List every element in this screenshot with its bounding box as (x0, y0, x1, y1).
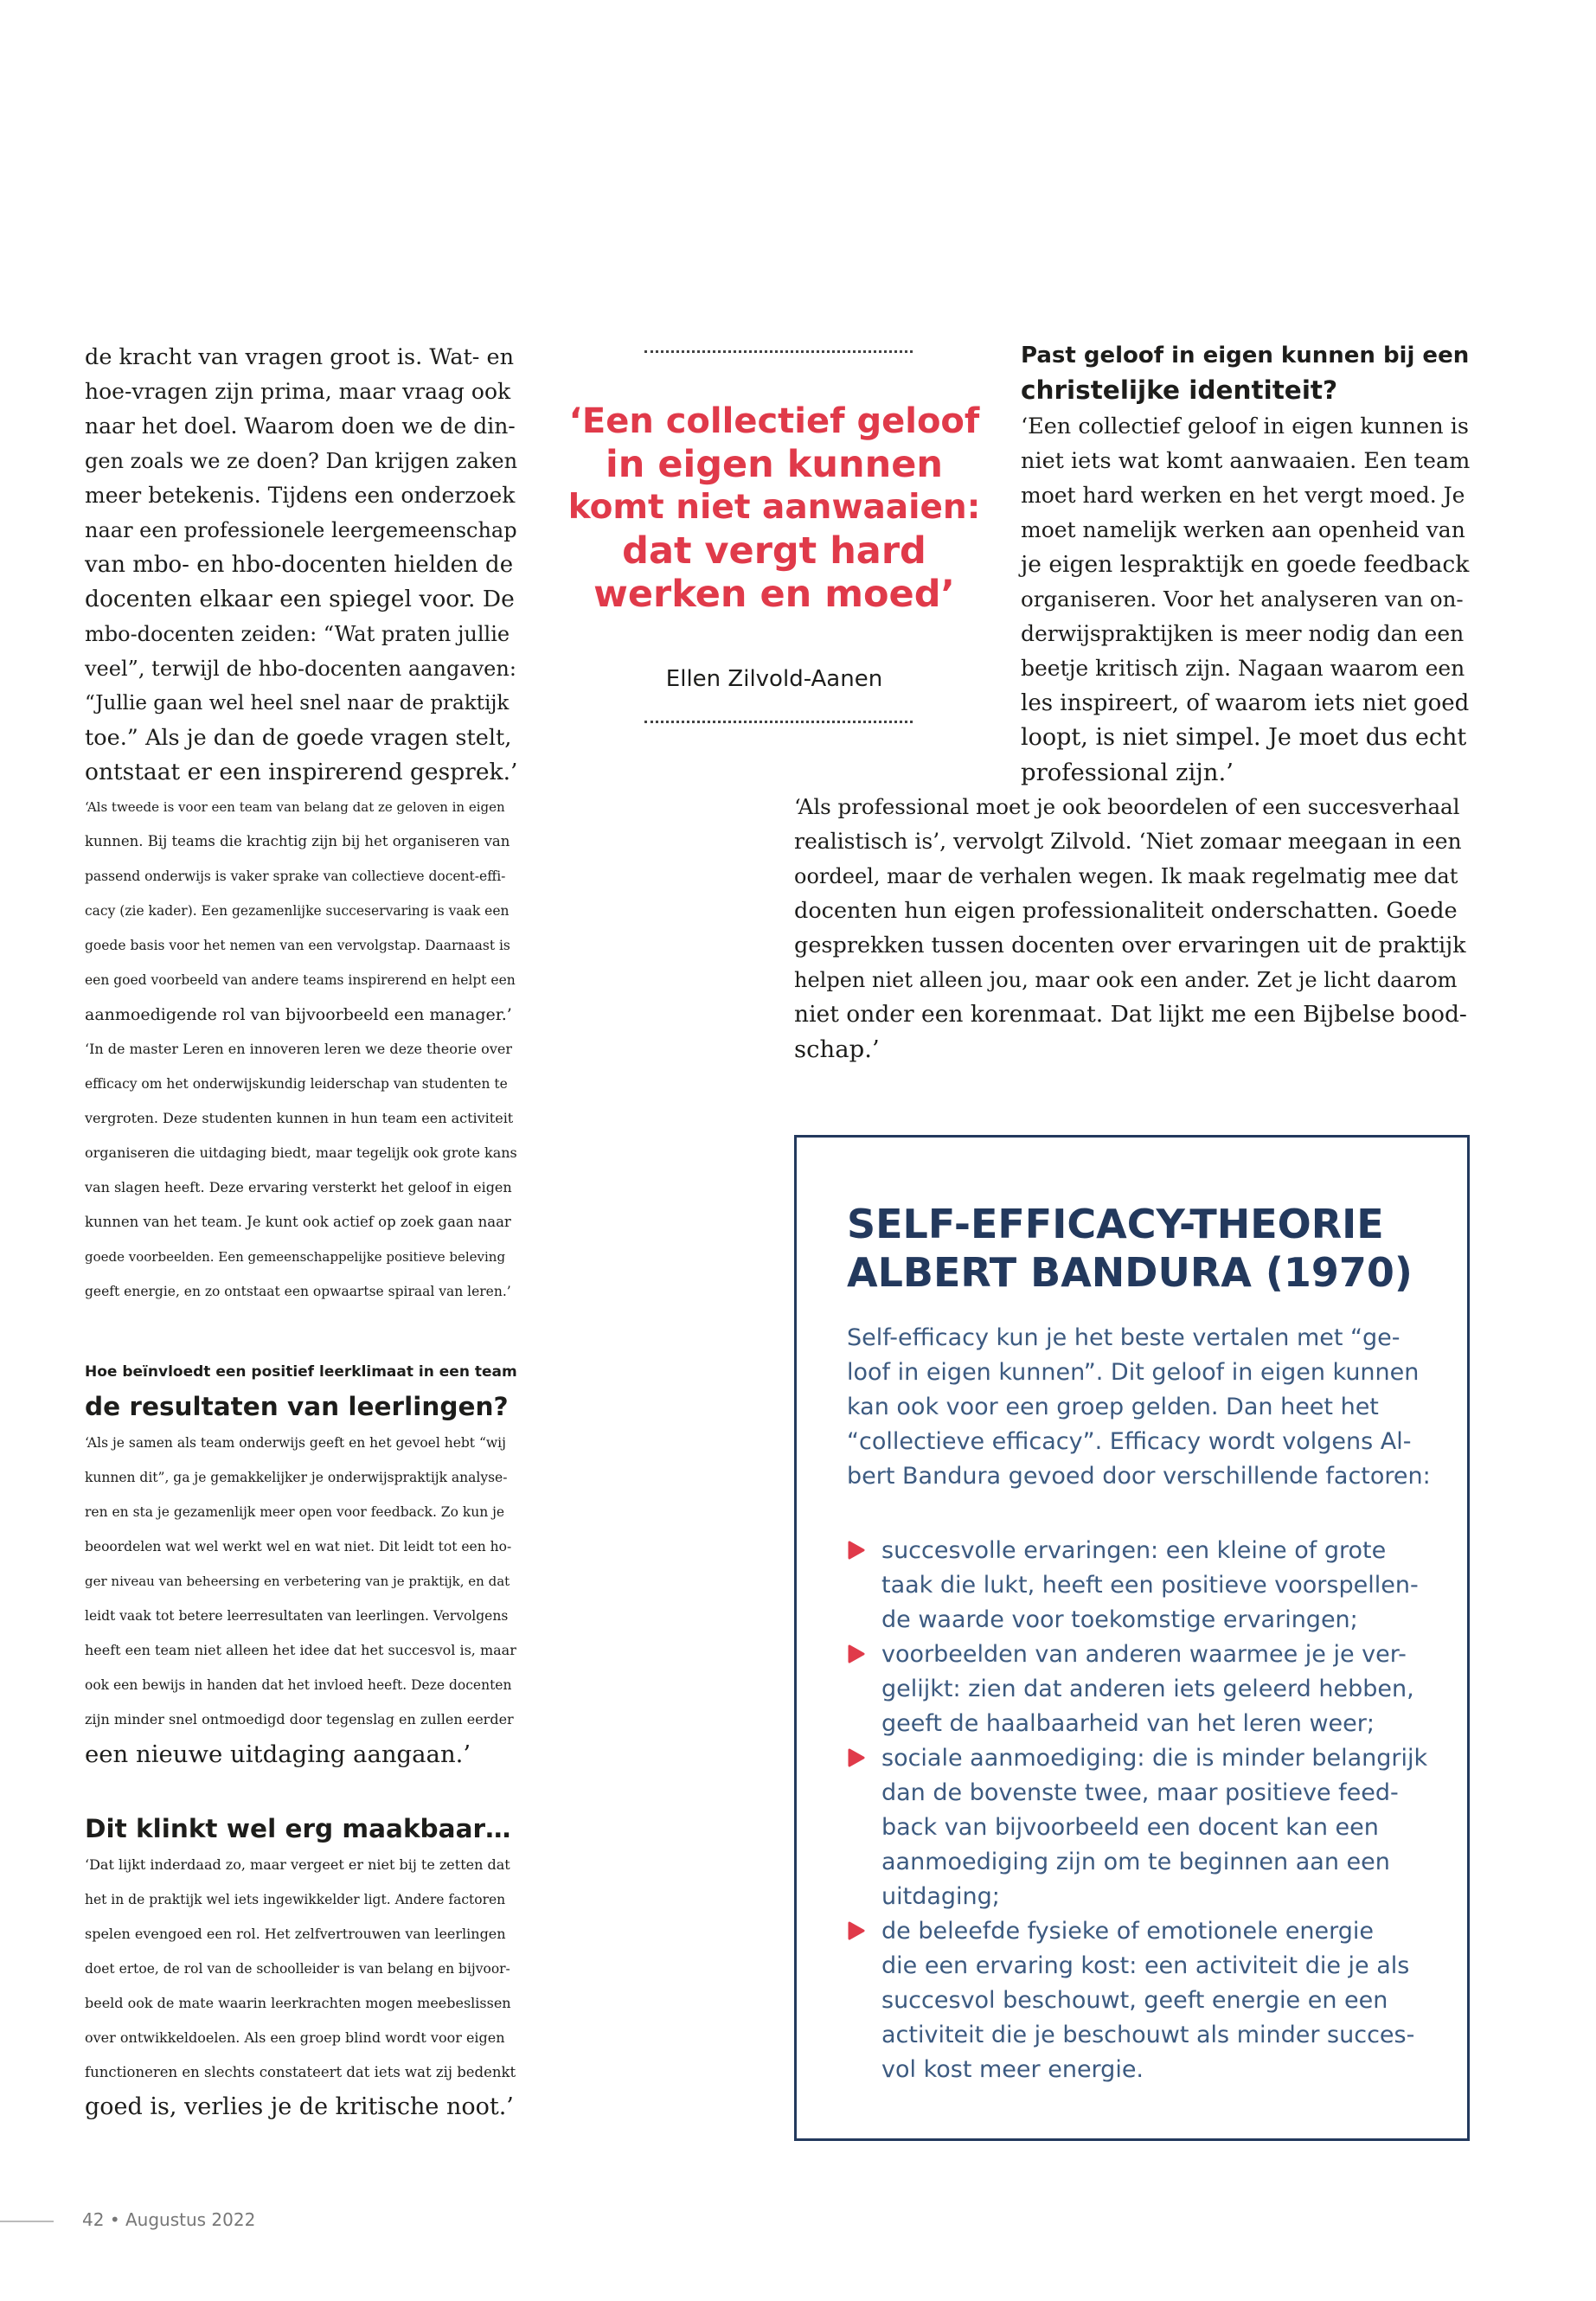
text-line: oordeel, maar de verhalen wegen. Ik maak regelmatig mee dat (794, 864, 1458, 888)
text-line: beeld ook de mate waarin leerkrachten mogen meebeslissen (85, 1995, 511, 2011)
text-line: mbo-docenten zeiden: “Wat praten jullie (85, 622, 510, 646)
text-line: over ontwikkeldoelen. Als een groep blind wordt voor eigen (85, 2029, 505, 2046)
kader-item-line: de beleefde fysieke of emotionele energie (881, 1918, 1374, 1945)
kader-item-line: aanmoediging zijn om te beginnen aan een (881, 1849, 1390, 1875)
text-line: toe.” Als je dan de goede vragen stelt, (85, 725, 512, 751)
pull-quote-line: werken en moed’ (593, 573, 955, 616)
text-line: loopt, is niet simpel. Je moet dus echt (1021, 724, 1467, 751)
text-line: ‘Als je samen als team onderwijs geeft en het gevoel hebt “wij (85, 1435, 506, 1451)
text-line: spelen evengoed een rol. Het zelfvertrouwen van leerlingen (85, 1926, 506, 1942)
text-line: kunnen dit”, ga je gemakkelijker je onderwijspraktijk analyse- (85, 1470, 508, 1485)
text-line: moet namelijk werken aan openheid van (1021, 517, 1465, 542)
text-line: functioneren en slechts constateert dat iets wat zij bedenkt (85, 2064, 516, 2080)
text-line: goede voorbeelden. Een gemeenschappelijke positieve beleving (85, 1249, 506, 1265)
text-line: een nieuwe uitdaging aangaan.’ (85, 1740, 471, 1768)
text-line: realistisch is’, vervolgt Zilvold. ‘Niet zomaar meegaan in een (794, 829, 1462, 854)
text-line: veel”, terwijl de hbo-docenten aangaven: (85, 657, 516, 681)
text-line: meer betekenis. Tijdens een onderzoek (85, 483, 516, 508)
text-line: het in de praktijk wel iets ingewikkelder ligt. Andere factoren (85, 1892, 506, 1907)
kader-item-line: die een ervaring kost: een activiteit die je als (881, 1952, 1410, 1979)
section-heading: Hoe beïnvloedt een positief leerklimaat in een team (85, 1363, 517, 1381)
text-line: niet onder een korenmaat. Dat lijkt me een Bijbelse bood- (794, 1001, 1467, 1028)
text-line: derwijspraktijken is meer nodig dan een (1021, 621, 1465, 646)
text-line: les inspireert, of waarom iets niet goed (1021, 690, 1470, 716)
kader-item-line: de waarde voor toekomstige ervaringen; (881, 1606, 1358, 1633)
text-line: leidt vaak tot betere leerresultaten van leerlingen. Vervolgens (85, 1608, 509, 1624)
bullet-icon (847, 1921, 866, 1940)
text-line: beoordelen wat wel werkt wel en wat niet. Dit leidt tot een ho- (85, 1539, 512, 1554)
pull-quote (567, 400, 982, 616)
text-line: docenten hun eigen professionaliteit onderschatten. Goede (794, 898, 1458, 924)
text-line: geeft energie, en zo ontstaat een opwaartse spiraal van leren.’ (85, 1284, 511, 1299)
text-line: zijn minder snel ontmoedigd door tegenslag en zullen eerder (85, 1711, 514, 1727)
text-line: ‘Als professional moet je ook beoordelen of een succesverhaal (794, 794, 1460, 819)
text-line: van slagen heeft. Deze ervaring versterkt het geloof in eigen (85, 1179, 512, 1195)
text-line: heeft een team niet alleen het idee dat het succesvol is, maar (85, 1642, 516, 1658)
kader-item-line: back van bijvoorbeeld een docent kan een (881, 1814, 1379, 1841)
quote-divider-bottom (644, 721, 913, 723)
text-line: moet hard werken en het vergt moed. Je (1021, 483, 1465, 508)
text-line: ‘Als tweede is voor een team van belang dat ze geloven in eigen (85, 799, 505, 815)
text-line: een goed voorbeeld van andere teams inspirerend en helpt een (85, 972, 516, 988)
text-line: hoe-vragen zijn prima, maar vraag ook (85, 379, 511, 404)
text-line: naar het doel. Waarom doen we de din- (85, 413, 516, 439)
text-line: organiseren die uitdaging biedt, maar tegelijk ook grote kans (85, 1144, 517, 1161)
kader-item-line: uitdaging; (881, 1883, 1000, 1910)
kader-intro-line: bert Bandura gevoed door verschillende factoren: (847, 1463, 1431, 1490)
text-line: goed is, verlies je de kritische noot.’ (85, 2093, 514, 2120)
text-line: vergroten. Deze studenten kunnen in hun team een activiteit (85, 1110, 514, 1126)
kader-intro-line: Self-efficacy kun je het beste vertalen met “ge- (847, 1324, 1401, 1351)
quote-divider-top (644, 350, 913, 353)
text-line: kunnen van het team. Je kunt ook actief op zoek gaan naar (85, 1214, 511, 1230)
text-line: cacy (zie kader). Een gezamenlijke succeservaring is vaak een (85, 903, 510, 919)
kader-item-line: vol kost meer energie. (881, 2056, 1144, 2083)
text-line: ‘Dat lijkt inderdaad zo, maar vergeet er niet bij te zetten dat (85, 1856, 510, 1873)
text-line: ren en sta je gezamenlijk meer open voor feedback. Zo kun je (85, 1504, 505, 1520)
kader-box (794, 1135, 1470, 2141)
text-line: doet ertoe, de rol van de schoolleider is van belang en bijvoor- (85, 1961, 510, 1977)
kader-item-line: geeft de haalbaarheid van het leren weer; (881, 1710, 1375, 1737)
text-line: van mbo- en hbo-docenten hielden de (85, 552, 514, 578)
bullet-icon (847, 1748, 866, 1767)
kader-item-line: taak die lukt, heeft een positieve voorspellen- (881, 1572, 1419, 1599)
kader-item-line: dan de bovenste twee, maar positieve feed- (881, 1779, 1399, 1806)
section-heading: Dit klinkt wel erg maakbaar… (85, 1814, 511, 1843)
kader-item-line: gelijkt: zien dat anderen iets geleerd hebben, (881, 1676, 1414, 1702)
kader-item-line: sociale aanmoediging: die is minder belangrijk (881, 1745, 1428, 1772)
pull-quote-line: in eigen kunnen (606, 443, 943, 486)
text-line: niet iets wat komt aanwaaien. Een team (1021, 448, 1471, 474)
pull-quote-author: Ellen Zilvold-Aanen (665, 666, 883, 692)
section-heading: Past geloof in eigen kunnen bij een (1021, 343, 1470, 369)
text-line: aanmoedigende rol van bijvoorbeeld een manager.’ (85, 1005, 512, 1024)
issue-date: Augustus 2022 (125, 2209, 256, 2230)
section-heading: christelijke identiteit? (1021, 375, 1338, 405)
footer-separator: • (109, 2209, 120, 2230)
text-line: “Jullie gaan wel heel snel naar de praktijk (85, 692, 510, 715)
text-line: ook een bewijs in handen dat het invloed heeft. Deze docenten (85, 1677, 512, 1693)
text-line: de kracht van vragen groot is. Wat- en (85, 344, 515, 370)
pull-quote-line: ‘Een collectief geloof (568, 401, 980, 441)
text-line: ontstaat er een inspirerend gesprek.’ (85, 759, 518, 785)
section-heading: de resultaten van leerlingen? (85, 1392, 509, 1421)
text-line: passend onderwijs is vaker sprake van collectieve docent-effi- (85, 868, 506, 884)
text-line: gesprekken tussen docenten over ervaringen uit de praktijk (794, 933, 1466, 958)
pull-quote-line: komt niet aanwaaien: (567, 488, 981, 527)
text-line: schap.’ (794, 1035, 880, 1063)
footer-rule (0, 2221, 54, 2222)
bullet-icon (847, 1644, 866, 1663)
kader-intro-line: loof in eigen kunnen”. Dit geloof in eigen kunnen (847, 1359, 1420, 1386)
text-line: kunnen. Bij teams die krachtig zijn bij het organiseren van (85, 833, 510, 849)
text-line: beetje kritisch zijn. Nagaan waarom een (1021, 656, 1465, 681)
bullet-icon (847, 1541, 866, 1560)
text-line: je eigen lespraktijk en goede feedback (1021, 551, 1470, 578)
kader-title: ALBERT BANDURA (1970) (847, 1249, 1413, 1296)
kader-item-line: activiteit die je beschouwt als minder succes- (881, 2022, 1415, 2048)
kader-item-line: succesvol beschouwt, geeft energie en een (881, 1987, 1388, 2014)
kader-item-line: voorbeelden van anderen waarmee je je ver- (881, 1641, 1407, 1668)
kader-intro-line: “collectieve efficacy”. Efficacy wordt volgens Al- (847, 1428, 1412, 1455)
text-line: ‘Een collectief geloof in eigen kunnen is (1021, 413, 1469, 439)
text-line: goede basis voor het nemen van een vervolgstap. Daarnaast is (85, 938, 510, 953)
pull-quote-line: dat vergt hard (622, 529, 926, 573)
text-line: organiseren. Voor het analyseren van on- (1021, 586, 1464, 612)
page-number: 42 (82, 2209, 105, 2230)
kader-title: SELF-EFFICACY-THEORIE (847, 1201, 1384, 1247)
kader-item-line: succesvolle ervaringen: een kleine of grote (881, 1537, 1387, 1564)
text-line: ger niveau van beheersing en verbetering van je praktijk, en dat (85, 1574, 510, 1589)
text-line: professional zijn.’ (1021, 759, 1234, 786)
text-line: ‘In de master Leren en innoveren leren we deze theorie over (85, 1041, 512, 1057)
text-line: efficacy om het onderwijskundig leiderschap van studenten te (85, 1076, 508, 1092)
text-line: gen zoals we ze doen? Dan krijgen zaken (85, 449, 518, 473)
text-line: naar een professionele leergemeenschap (85, 518, 517, 542)
kader-intro-line: kan ook voor een groep gelden. Dan heet het (847, 1394, 1379, 1420)
text-line: docenten elkaar een spiegel voor. De (85, 586, 515, 612)
page-footer (82, 2209, 255, 2230)
text-line: helpen niet alleen jou, maar ook een ander. Zet je licht daarom (794, 968, 1458, 992)
